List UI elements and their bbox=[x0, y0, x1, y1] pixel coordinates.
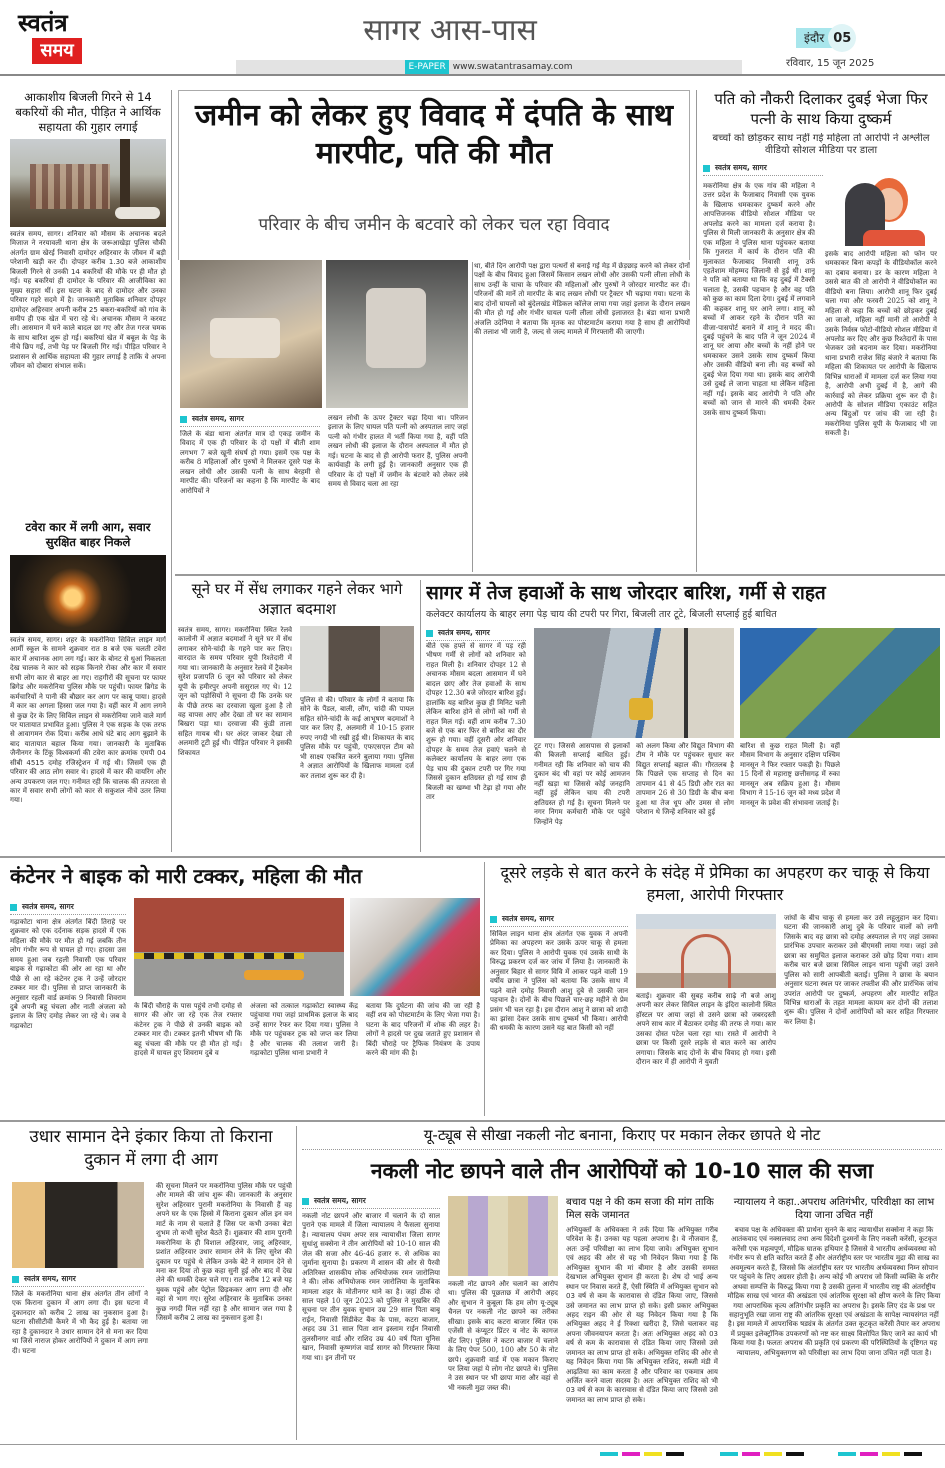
story-main-col3-box bbox=[474, 262, 690, 572]
byline: स्वतंत्र समय, सागर bbox=[12, 1274, 144, 1287]
story-main-subheadline: परिवार के बीच जमीन के बटवारे को लेकर चल रहा विवाद bbox=[258, 215, 610, 235]
story-kirana-headline: उधार सामान देने इंकार किया तो किराना दुकान में लगा दी आग bbox=[29, 1127, 273, 1170]
woman-illustration bbox=[825, 178, 937, 246]
story-container-col3: अंजला को तत्काल गढ़ाकोटा स्वास्थ्य केंद्र पहुंचाया गया जहां प्राथमिक इलाज के बाद उन्हें सागर रेफर कर दिया गया। पुलिस ने मौके पर पहुंचकर ट्रक को जप्त कर लिया है और चालक की तलाश जारी है। गढ़ाकोटा पुलिस थाना प्रभारी ने bbox=[250, 1002, 358, 1058]
story-fakenotes-col1: नकली नोट छापने और बाजार में चलाने के दो साल पुराने एक मामले में जिला न्यायालय ने फैसला सुनाया है। न्यायालय पंचम अपर सत्र न्यायाधीश जिला सागर सुधांशु सक्सेना ने तीन आरोपियों को 10-10 साल की जेल की सजा और 46-46 हजार रु. से अधिक का जुर्माना सुनाया है। प्रकरण में शासन की ओर से पैरवी अतिरिक्त शासकीय लोक अभियोजक रमन जारोलिया ने की। लोक अभियोजक रमन जारोलिया के मुताबिक मामला शहर के मोतीनगर थाने का है। जहां ठीक दो साल पहले 10 जून 2023 को पुलिस ने मुखबिर की सूचना पर तीन युवक सुभान उम्र 29 साल पिता बाबू राईन, निवासी सिंडीकेट बैंक के पास, कटरा बाजार, अहद उम्र 31 साल पिता शान इस्लाम राईन निवासी तुलसीनगर वार्ड और राशिद उम्र 40 वर्ष पिता यूनिस खान, निवासी कृष्णगंज वार्ड सागर को गिरफ्तार किया गया था। इन तीनों पर bbox=[302, 1212, 440, 1362]
story-theft-col1: स्वतंत्र समय, सागर। मकरोनिया स्थित रेलवे कालोनी में अज्ञात बदमाशों ने सूने घर में सेंध लगाकर सोने-चांदी के गहने पार कर लिए। वारदात के समय परिवार यूपी रिश्तेदारी में गया था। जानकारी के अनुसार रेलवे में ट्रैकमेन सुरेश प्रजापति 6 जून को परिवार को लेकर यूपी के हमीरपुर अपनी ससुराल गए थे। 12 जून को पड़ोसियों ने सूचना दी कि उनके घर के पीछे तरफ का दरवाजा खुला हुआ है तो वह वापस आए और देखा तो घर का सामान बिखरा पड़ा था। दरवाजा की कुंडी ताला सहित गायब थी। घर अंदर जाकर देखा तो अलमारी टूटी हुई थी। पीड़ित परिवार ने इसकी शिकायत bbox=[178, 626, 292, 757]
issue-date: रविवार, 15 जून 2025 bbox=[786, 58, 875, 69]
story-main-header bbox=[178, 90, 690, 260]
fallen-tree-photo bbox=[740, 628, 940, 738]
story-theft-col2: पुलिस से की। परिवार के लोगों ने बताया कि सोने के पैंडल, बाली, लौंग, चांदी की पायल सहित सोने-चांदी के कई आभूषण बदमाशों ने पार कर लिए हैं, अलमारी में 10-15 हजार रुपए नगदी भी रखी हुई थी। शिकायत के बाद पुलिस मौके पर पहुंची, एफएसएल टीम को भी साक्ष्य एकत्रित करने बुलाया गया। पुलिस ने अज्ञात आरोपियों के खिलाफ मामला दर्ज कर तलाश शुरू कर दी है। bbox=[300, 696, 414, 780]
story-dubai-col2: इसके बाद आरोपी महिला को फोन पर धमकाकर बिना कपड़ों के वीडियोकॉल करने का दबाव बनाया। डर के कारण महिला ने उससे बात की तो आरोपी ने वीडियोकॉल का वीडियो बना लिया। आरोपी शानू फिर दुबई चला गया और फरवरी 2025 को शानू ने महिला से कहा कि बच्चों को छोड़कर दुबई आ जाओ, महिला नहीं मानी तो आरोपी ने उसके निर्वस्त्र फोटो-वीडियो सोशल मीडिया में अपलोड कर दिए और कुछ रिश्तेदारों के पास भेजकर उसे बदनाम कर दिया। मकरोनिया थाना प्रभारी राजेश सिंह बंजारे ने बताया कि महिला की शिकायत पर आरोपी के खिलाफ विभिन्न धाराओं में मामला दर्ज कर लिया गया है, आरोपी अभी दुबई में है, आगे की कार्रवाई को लेकर प्रक्रिया शुरू कर दी है। आरोपी के सोशल मीडिया एकाउंट सहित अन्य बिंदुओं पर जांच की जा रही है। मकरोनिया पुलिस यूपी के फैजाबाद भी जा सकती है। bbox=[825, 250, 937, 438]
story-theft bbox=[178, 580, 416, 852]
story-kirana bbox=[10, 1126, 292, 1440]
burnt-shop-photo bbox=[12, 1182, 144, 1268]
story-main-headline: जमीन को लेकर हुए विवाद में दंपति के साथ मारपीट, पति की मौत bbox=[194, 98, 674, 171]
epaper-label: E-PAPER bbox=[405, 60, 448, 74]
story-fakenotes-headline: नकली नोट छापने वाले तीन आरोपियों को 10-10 साल की सजा bbox=[370, 1159, 874, 1183]
story-dubai-col1: मकरोनिया क्षेत्र के एक गांव की महिला ने उत्तर प्रदेश के फैजाबाद निवासी एक युवक के खिलाफ धमकाकर दुष्कर्म करने और आपत्तिजनक वीडियो सोशल मीडिया पर अपलोड करने का मामला दर्ज कराया है। पुलिस से मिली जानकारी के अनुसार क्षेत्र की एक महिला ने पुलिस थाना पहुंचकर बताया कि गुजरात में कार्य के दौरान पति की मुलाकात फैजाबाद निवासी शानू उर्फ एहतेशाम मोहम्मद जिलानी से हुई थी। शानू ने पति को बताया था कि वह दुबई में टैक्सी चलाता है, उसकी पहचान है और वह पति को कुछ का काम दिला देगा। दुबई में लगवाने की कहकर शानू घर आने लगा। शानू को बच्चों में आकर रहने के दौरान पति का वीजा-पासपोर्ट बनाने में शानू ने मदद की। दुबई पहुंचने के बाद पति ने जून 2024 में शानू घर आया और बच्चों के नहीं होने पर धमकाकर उसने उसके साथ दुष्कर्म किया और उसकी वीडियो बना ली। वह बच्चों को दुबई भेज दिया गया था। इसके बाद आरोपी उसे दुबई ले जाना चाहता था लेकिन महिला नहीं गई। इसके बाद आरोपी ने पति और बच्चों को जान से मारने की धमकी देकर उसके साथ दुष्कर्म किया। bbox=[703, 182, 815, 417]
story-container-col4: बताया कि दुर्घटना की जांच की जा रही है वहीं शव को पोस्टमार्टम के लिए भेजा गया है। घटना के बाद परिजनों में शोक की लहर है। लोगों ने हादसे पर दुख जताते हुए प्रशासन से बिंदी चौराहे पर ट्रैफिक नियंत्रण के उपाय करने की मांग की है। bbox=[366, 1002, 480, 1058]
byline: स्वतंत्र समय, सागर bbox=[10, 902, 126, 915]
story-dubai-headline: पति को नौकरी दिलाकर दुबई भेजा फिर पत्नी के साथ किया दुष्कर्म bbox=[714, 90, 928, 128]
story-goats bbox=[10, 90, 166, 514]
story-rain-col4: बारिश से कुछ राहत मिली है। वहीं मौसम विभाग के अनुसार दक्षिण पश्चिम मानसून ने फिर रफ्तार पकड़ी है। पिछले 15 दिनों से महाराष्ट्र छत्तीसगढ़ में रुका मानसून अब सक्रिय हुआ है। मौसम विभाग ने 15-16 जून को मध्य प्रदेश में मानसून के प्रवेश की संभावना जताई है। bbox=[740, 742, 840, 807]
story-rain-headline: सागर में तेज हवाओं के साथ जोरदार बारिश, गर्मी से राहत bbox=[426, 582, 826, 604]
rain-street-photo bbox=[534, 628, 734, 738]
story-tavera-body: स्वतंत्र समय, सागर। शहर के मकरोनिया सिविल लाइन मार्ग आर्मी स्कूल के सामने शुक्रवार रात 8 बजे एक चलती टवेरा कार में अचानक आग लग गई। कार के बोनट से धुआं निकलता देख चालक ने कार को सड़क किनारे रोका और कार में सवार सभी लोग कार से बाहर आ गए। राहगीरों की सूचना पर फायर ब्रिगेड और मकरोनिया पुलिस मौके पर पहुंची। फायर ब्रिगेड के कर्मचारियों ने पानी की बौछार कर आग पर काबू पाया। हादसे में कार का अगला हिस्सा जल गया है। वहीं कार में आग लगने से कुछ देर के लिए सिविल लाइन से मकरोनिया जाने वाले मार्ग पर यातायात प्रभावित हुआ। पुलिस ने एक सड़क के एक तरफ से आवागमन रोक दिया। करीब आधे घंटे बाद आग बुझाने के बाद यातायात बहाल किया गया। जानकारी के मुताबिक जैनीनगर के टिंकू विश्वकर्मा की टवेरा कार क्रमांक एमपी 04 सीबी 4515 दमोह रजिस्ट्रेशन में गई थी। जिसमें एक ही परिवार की आठ लोग सवार थे। हादसे में कार की वायरिंग और अन्य उपकरण जल गए। गनीमत रही कि चालक की तत्परता से कार में सवार सभी लोगों को कार से सकुशल नीचे उतर लिया गया। bbox=[10, 636, 166, 805]
byline: स्वतंत्र समय, सागर bbox=[703, 163, 823, 176]
logo-bottom: समय bbox=[32, 38, 82, 64]
story-kirana-col-left: जिले के मकरोनिया थाना क्षेत्र अंतर्गत तीन लोगों ने एक किराना दुकान में आग लगा दी। इस घटना में दुकानदार को करीब 2 लाख का नुकसान हुआ है। घटना सीसीटीवी कैमरे में भी कैद हुई है। बताया जा रहा है दुकानदार ने उधार सामान देने से मना कर दिया था जिसे नाराज होकर आरोपियों ने दुकान में आग लगा दी। घटना bbox=[12, 1290, 148, 1355]
website-link[interactable]: www.swatantrasamay.com bbox=[452, 62, 573, 72]
story-rain bbox=[426, 580, 941, 852]
story-goats-headline: आकाशीय बिजली गिरने से 14 बकरियों की मौत, पीड़ित ने आर्थिक सहायता की गुहार लगाई bbox=[15, 90, 161, 134]
page-number: 05 bbox=[828, 24, 856, 52]
hospital-photo bbox=[180, 258, 322, 408]
story-rain-col2: टूट गए। जिससे आसपास से इलाकों की बिजली सप्लाई बाधित हुई। गनीमत रही कि शनिवार को चाय की दुकान बंद थी वहां पर कोई आमजन नहीं खड़ा था जिससे कोई जनहानि नहीं हुई लेकिन चाय की टपरी क्षतिग्रस्त हो गई है। सूचना मिलने पर नगर निगम कर्मचारी मौके पर पहुंचे जिन्होंने पेड़ bbox=[534, 742, 630, 826]
logo-top: स्वतंत्र bbox=[18, 9, 68, 37]
story-dubai bbox=[703, 90, 939, 572]
byline: स्वतंत्र समय, सागर bbox=[180, 414, 320, 427]
byline: स्वतंत्र समय, सागर bbox=[490, 914, 628, 927]
story-tavera-headline: टवेरा कार में लगी आग, सवार सुरक्षित बाहर निकले bbox=[25, 520, 151, 549]
story-fakenotes-defense-body: अभियुक्तों के अधिवक्ता ने तर्क दिया कि अभियुक्त गरीब परिवेश के हैं। उनका यह पहला अपराध है। वे नौजवान हैं, अतः उन्हें परिवीक्षा का लाभ दिया जावे। अभियुक्त सुभान एवं अहद की ओर से यह भी निवेदन किया गया है कि अभियुक्त सुभान की मां बीमार है और उसकी समस्त देखभाल अभियुक्त सुभान ही करता है। शेष दो भाई अन्य स्थान पर निवास करते हैं, ऐसी स्थिति में अभियुक्त सुभान को 03 वर्ष से कम के कारावास से दंडित किया जाए, जिससे उसे जमानत का लाभ प्राप्त हो सके। इसी प्रकार अभियुक्त अहद राइन की ओर से यह निवेदन किया गया है कि अभियुक्त अहद ने ई रिक्शा खरीदा है, जिसे चलाकर वह अपना जीवनयापन करता है। अतः अभियुक्त अहद को 03 वर्ष से कम के कारावास से दंडित किया जाए जिससे उसे जमानत का लाभ प्राप्त हो सके। अभियुक्त राशिद की ओर से यह निवेदन किया गया कि अभियुक्त राशिद, सब्जी मंडी में आढ़तिया का काम करता है और परिवार का एकमात्र आय अर्जित करने वाला सदस्य है। अतः अभियुक्त राशिद को भी 03 वर्ष से कम के कारावास से दंडित किया जाए जिससे उसे जमानत का लाभ प्राप्त हो सके। bbox=[566, 1226, 718, 1404]
story-container-col1: गढ़ाकोटा थाना क्षेत्र अंतर्गत बिंदी तिराहे पर शुक्रवार को एक दर्दनाक सड़क हादसे में एक महिला की मौके पर मौत हो गई जबकि तीन लोग गंभीर रूप से घायल हो गए। हादसा उस समय हुआ जब रहली निवासी एक परिवार बाइक से गढ़ाकोटा की ओर आ रहा था और पीछे से आ रहे कंटेनर ट्रक ने उन्हें जोरदार टक्कर मार दी। पुलिस से प्राप्त जानकारी के अनुसार रहली वार्ड क्रमांक 9 निवासी शिवराम दुबे अपनी बहू चंचला और नाती अंजला को इलाज के लिए दमोह लेकर जा रहे थे। जब वे गढ़ाकोटा bbox=[10, 918, 126, 1030]
story-kidnap-col2: बताई। शुक्रवार की सुबह करीब साढ़े नौ बजे आशु अपनी कार लेकर सिविल लाइन के इंदिरा कालोनी स्थित हॉस्टल पर आया जहां से उसने छात्रा को जबरदस्ती अपने साथ कार में बैठाकर दमोह की तरफ ले गया। कार उसका दोस्त पटेल चला रहा था। रास्ते में आरोपी ने छात्रा पर किसी दूसरे लड़के से बात करने का आरोप लगाया। जिसके बाद दोनों के बीच विवाद हो गया। इसी दौरान कार में ही आरोपी ने युवती bbox=[636, 992, 776, 1067]
story-fakenotes bbox=[302, 1124, 942, 1440]
registration-marks bbox=[0, 1452, 945, 1458]
story-main-col2: लखन लोधी के ऊपर ट्रैक्टर चढ़ा दिया था। परिजन इलाज के लिए घायल पति पत्नी को अस्पताल लाए जहां पत्नी को गंभीर हालत में भर्ती किया गया है, वहीं पति लखन लोधी की इलाज के दौरान अस्पताल में मौत हो गई। घटना के बाद से ही आरोपी फरार हैं, पुलिस अपनी कार्यवाही के लगी हुई है। जानकारी अनुसार एक ही परिवार के दो पक्षों में जमीन के बंटवारे को लेकर लंबे समय से विवाद चला आ रहा bbox=[328, 414, 468, 489]
car-fire-photo bbox=[10, 555, 166, 633]
story-fakenotes-kicker: यू-ट्यूब से सीखा नकली नोट बनाना, किराए पर मकान लेकर छापते थे नोट bbox=[302, 1124, 942, 1150]
edition-box bbox=[796, 24, 856, 52]
byline: स्वतंत्र समय, सागर bbox=[302, 1196, 440, 1209]
story-kidnap-col3: जांघों के बीच चाकू से हमला कर उसे लहूलुहान कर दिया। घटना की जानकारी आशु दुबे के परिवार वालों को लगी जिसके बाद वह छात्रा को दमोह अस्पताल ले गए जहां उसका प्रारंभिक उपचार कराकर उसे बीएमसी लाया गया। जहां उसे छात्रा का समुचित इलाज कराकर उसे छोड़ दिया गया। शाम करीब चार बजे छात्रा सिविल लाइन थाना पहुंची जहां उसने पुलिस को सारी आपबीती बताई। पुलिस ने छात्रा के बयान अनुसार घटना स्थल पर जाकर तफ्तीश की और प्रारंभिक जांच उपरांत आरोपी पर दुष्कर्म, अपहरण और मारपीट सहित विभिन्न धाराओं के तहत मामला कायम कर दोनों की तलाश शुरू की। पुलिस ने दोनों आरोपियों को कार सहित गिरफ्तार कर लिया है। bbox=[784, 914, 938, 1026]
story-theft-headline: सूने घर में सेंध लगाकर गहने लेकर भागे अज्ञात बदमाश bbox=[191, 580, 403, 618]
story-kidnap-col1: सिविल लाइन थाना क्षेत्र अंतर्गत एक युवक ने अपनी प्रेमिका का अपहरण कर उसके ऊपर चाकू से हमला कर दिया। पुलिस ने आरोपी युवक एवं उसके साथी के विरुद्ध प्रकरण दर्ज कर जांच में लिया है। जानकारी के अनुसार बिहार से सागर विवि में आकर पढ़ने वाली 19 वर्षीय छात्रा ने पुलिस को बताया कि उसके साथ में पढ़ने वाले दमोह निवासी आशु दुबे से उसकी जान पहचान है। दोनों के बीच पिछले चार-छह महीने से प्रेम प्रसंग भी चल रहा है। इस दौरान आशु ने छात्रा को शादी का झांसा देकर उसके साथ दुष्कर्म भी किया। आरोपी की धमकी के कारण उसने यह बात किसी को नहीं bbox=[490, 930, 628, 1033]
story-tavera bbox=[10, 520, 166, 852]
story-fakenotes-defense-headline: बचाव पक्ष ने की कम सजा की मांग ताकि मिल सके जमानत bbox=[566, 1197, 714, 1221]
masthead bbox=[0, 0, 945, 76]
story-main-col3: था, बीते दिन आरोपी पक्ष द्वारा पत्थरों से बनाई गई मेड़ में छेड़छाड़ करने को लेकर दोनों पक्षों के बीच विवाद हुआ जिसमें किसान लखन लोधी और उसकी पत्नी लीला लोधी के साथ उन्हीं के चाचा के परिवार की महिलाओं और पुरुषों ने जोरदार मारपीट कर दी। परिजनों की मानें तो मारपीट के बाद लखन लोधी पर ट्रैक्टर भी चढ़ाया गया। घटना के बाद दोनों घायलों को बुंदेलखंड मेडिकल कॉलेज लाया गया जहां इलाज के दौरान लखन की मौत हो गई और गंभीर घायल पत्नी लीला लोधी इलाजरत है। बंडा थाना प्रभारी अंजलि उदेनिया ने बताया कि मृतक का पोस्टमार्टम कराया गया है साथ ही आरोपियों की तलाश भी जारी है, जल्द से जल्द मामले में गिरफ्तारी की जाएगी। bbox=[474, 262, 690, 337]
injured-woman-photo bbox=[350, 898, 480, 996]
section-title: सागर आस-पास bbox=[363, 13, 537, 48]
logo[interactable] bbox=[18, 8, 84, 64]
story-main-col1: जिले के बंडा थाना अंतर्गत मात्र दो एकड़ जमीन के विवाद में एक ही परिवार के दो पक्षों में बीती शाम लगभग 7 बजे खूनी संघर्ष हो गया। इसमें एक पक्ष के करीब 8 महिलाओं और पुरुषों ने मिलकर दूसरे पक्ष के लखन लोधी और उसकी पत्नी के साथ बेरहमी से मारपीट की। परिजनों का कहना है कि मारपीट के बाद आरोपियों ने bbox=[180, 430, 320, 495]
byline: स्वतंत्र समय, सागर bbox=[426, 628, 526, 641]
story-kidnap bbox=[490, 862, 940, 1116]
story-kirana-col-right: की सूचना मिलने पर मकरोनिया पुलिस मौके पर पहुंची और मामले की जांच शुरू की। जानकारी के अनुसार सुरेश अहिरवार पुरानी मकरोनिया के निवासी हैं वह अपने घर के एक हिस्से में किराना दुकान ऑल इन वन मार्ट के नाम से चलाते हैं जिस पर कभी उनका बेटा शुभम तो कभी सुरेश बैठते हैं। शुक्रवार की शाम पुरानी मकरोनिया के ही विशाल अहिरवार, जादू अहिरवार, प्रशांत अहिरवार उधार सामान लेने के लिए सुरेश की दुकान पर पहुंचे थे लेकिन उनके बेटे ने सामान देने से मना कर दिया तो कुछ कहा सुनी हुई और बाद में देख लेने की धमकी देकर चले गए। रात करीब 12 बजे यह युवक पहुंचे और पेट्रोल छिड़ककर आग लगा दी और वहां से भाग गए। सुरेश अहिरवार के मुताबिक उनका कुछ नगदी मिल नहीं रहा है और सामान जल गया है जिसमें करीब 2 लाख का नुकसान हुआ है। bbox=[156, 1182, 292, 1323]
story-fakenotes-court-headline: न्यायालय ने कहा..अपराध अतिगंभीर, परिवीक्षा का लाभ दिया जाना उचित नहीं bbox=[733, 1197, 935, 1221]
story-rain-col1: बीते एक हफ्ते से सागर में पड़ रही भीषण गर्मी से लोगों को शनिवार को राहत मिली है। शनिवार दोपहर 12 से अचानक मौसम बदला आसमान में घने बादल छाए और तेज हवाओं के साथ दोपहर 12.30 बजे जोरदार बारिश हुई। हालांकि यह बारिश कुछ ही मिनिट चली लेकिन बारिश होने से लोगों को गर्मी से राहत मिल गई। वहीं शाम करीब 7.30 बजे से एक बार फिर से बारिश का दौर शुरू हो गया। वहीं दूसरी ओर शनिवार दोपहर के समय तेज हवाएं चलने से कलेक्टर कार्यालय के बाहर लगा एक पेड़ चाय की दुकान टपरी पर गिर गया जिससे दुकान क्षतिग्रस्त हो गई साथ ही बिजली का खम्भा भी टेढ़ा हो गया और तार bbox=[426, 642, 526, 801]
injured-photo bbox=[326, 258, 468, 408]
story-rain-col3: को अलग किया और विद्युत विभाग की टीम ने मौके पर पहुंचकर सुधार कर विद्युत सप्लाई बहाल की। गौरतलब है कि पिछले एक सप्ताह से दिन का तापमान 41 से 45 डिग्री और रात का तापमान 26 से 30 डिग्री के बीच बना हुआ था तेज धूप और उमस से लोग परेशान थे जिन्हें शनिवार को हुई bbox=[636, 742, 734, 817]
story-dubai-subheadline: बच्चों को छोड़कर साथ नहीं गई महिला तो आरोपी ने अश्लील वीडियो सोशल मीडिया पर डाला bbox=[712, 133, 930, 156]
fake-notes-photo bbox=[448, 1196, 558, 1276]
story-goats-body: स्वतंत्र समय, सागर। शनिवार को मौसम के अचानक बदले मिजाज ने नरयावली थाना क्षेत्र के जरूआखेड़ा पुलिस चौकी अंतर्गत ग्राम खेरई निवासी दामोदर अहिरवार के जीवन में बड़ी परेशानी खड़ी कर दी। दोपहर करीब 1.30 बजे आकाशीय बिजली गिरने से उनकी 14 बकरियों की मौके पर ही मौत हो गई। यह बकरियां ही दामोदर के परिवार की आजीविका का मुख्य सहारा थीं। इस घटना के बाद से दामोदर और उनका परिवार गहरे सदमे में है। जानकारी मुताबिक शनिवार दोपहर दामोदर अहिरवार अपनी करीब 25 बकरा-बकरियों को गांव के समीप ही एक खेत में चरा रहे थे। अचानक मौसम ने करवट ली। आसमान में घने काले बादल छा गए और तेज गरज चमक के साथ बारिश शुरू हो गई। बकरियां खेत में बबूल के पेड़ के नीचे छिप गईं, तभी पेड़ पर बिजली गिर गई। पीड़ित परिवार ने प्रशासन से आर्थिक सहायता की गुहार लगाई है ताकि वे अपना जीवन को दोबारा संभाल सकें। bbox=[10, 230, 166, 371]
story-kidnap-headline: दूसरे लड़के से बात करने के संदेह में प्रेमिका का अपहरण कर चाकू से किया हमला, आरोपी गिरफ्तार bbox=[500, 863, 930, 904]
story-rain-subheadline: कलेक्टर कार्यालय के बाहर लगा पेड़ चाय की टपरी पर गिरा, बिजली तार टूटे, बिजली सप्लाई हुई बाधित bbox=[426, 609, 777, 620]
story-container-col2: के बिंदी चौराहे के पास पहुंचे तभी दमोह से सागर की ओर जा रहे एक तेज रफ्तार कंटेनर ट्रक ने पीछे से उनकी बाइक को टक्कर मार दी। टक्कर इतनी भीषण थी कि बहू चंचला की मौके पर ही मौत हो गई। हादसे में घायल हुए शिवराम दुबे व bbox=[134, 1002, 242, 1058]
goats-photo bbox=[10, 139, 166, 227]
story-container-headline: कंटेनर ने बाइक को मारी टक्कर, महिला की मौत bbox=[10, 864, 363, 888]
story-firing-overflow bbox=[846, 742, 940, 850]
story-fakenotes-court-body: बचाव पक्ष के अधिवक्ता की प्रार्थना सुनने के बाद न्यायाधीश सक्सेना ने कहा कि आतंकवाद एवं नक्सलवाद तथा अन्य विदेशी दुश्मनों के लिए नकली करेंसी, कूटकृत करेंसी एक महत्वपूर्ण, मौद्रिक घातक हथियार है जिससे वे भारतीय अर्थव्यवस्था को गंभीर रूप से क्षति कारित करते हैं और अंतर्राष्ट्रीय स्तर पर भारतीय मुद्रा की साख का अवमूल्यन करते हैं, जिससे कि अंतर्राष्ट्रीय स्तर पर भारतीय अर्थव्यवस्था निम्न सोपान पर पहुंचने के लिए अग्रसर होती है। अन्य कोई भी अपराध जो किसी व्यक्ति के शरीर अथवा सम्पत्ति के विरुद्ध किया गया है उसकी तुलना में भारतीय राष्ट्र की अंतर्राष्ट्रीय मौद्रिक साख एवं भारत की अखंडता एवं आंतरिक सुरक्षा को क्षीण करने के लिए किया गया आपराधिक कृत्य अतिगंभीर प्रकृति का अपराध है। इसके लिए दंड के प्रश्न पर सहानुभूति रखा जाना राष्ट्र की आंतरिक सुरक्षा एवं अखंडता के सापेक्ष न्यायसंगत नहीं है। इस मामले में आपराधिक षड्यंत्र के अंतर्गत उक्त कूटकृत करेंसी तैयार कर अपराध में प्रयुक्त इलेक्ट्रॉनिक उपकरणों को नष्ट कर साक्ष्य विलोपित किए जाने का कार्य भी किया गया है। फलतः अपराध की प्रकृति एवं प्रकरण की परिस्थितियों के दृष्टिगत यह न्यायालय, अभियुक्तगण को परिवीक्षा का लाभ दिया जाना उचित नहीं पाता है। bbox=[727, 1226, 941, 1357]
epaper-band bbox=[236, 60, 742, 74]
almirah-photo bbox=[300, 626, 414, 692]
hostel-photo bbox=[636, 914, 776, 988]
city-label: इंदौर bbox=[796, 28, 832, 48]
story-container bbox=[10, 862, 480, 1116]
truck-accident-photo bbox=[134, 898, 344, 996]
story-fakenotes-col2: नकली नोट छापने और चलाने का आरोप था। पुलिस की पूछताछ में आरोपी अहद और सुभान ने कुबूला कि हम लोग यू-ट्यूब चैनल पर नकली नोट छापने का तरीका सीखा। इसके बाद कटरा बाजार स्थित एक एजेंसी से कंप्यूटर प्रिंटर व नोट के कागज सेंट लिए। पुलिस ने कटरा बाजार में चलाने के लिए पेपर 500, 100 और 50 के नोट छापे। शुक्रवारी वार्ड में एक मकान किराए पर लिया जहां ये लोग नोट छापते थे। पुलिस ने उस स्थान पर भी छापा मारा और वहां से भी नकली मुद्रा जब्त की। bbox=[448, 1280, 558, 1392]
